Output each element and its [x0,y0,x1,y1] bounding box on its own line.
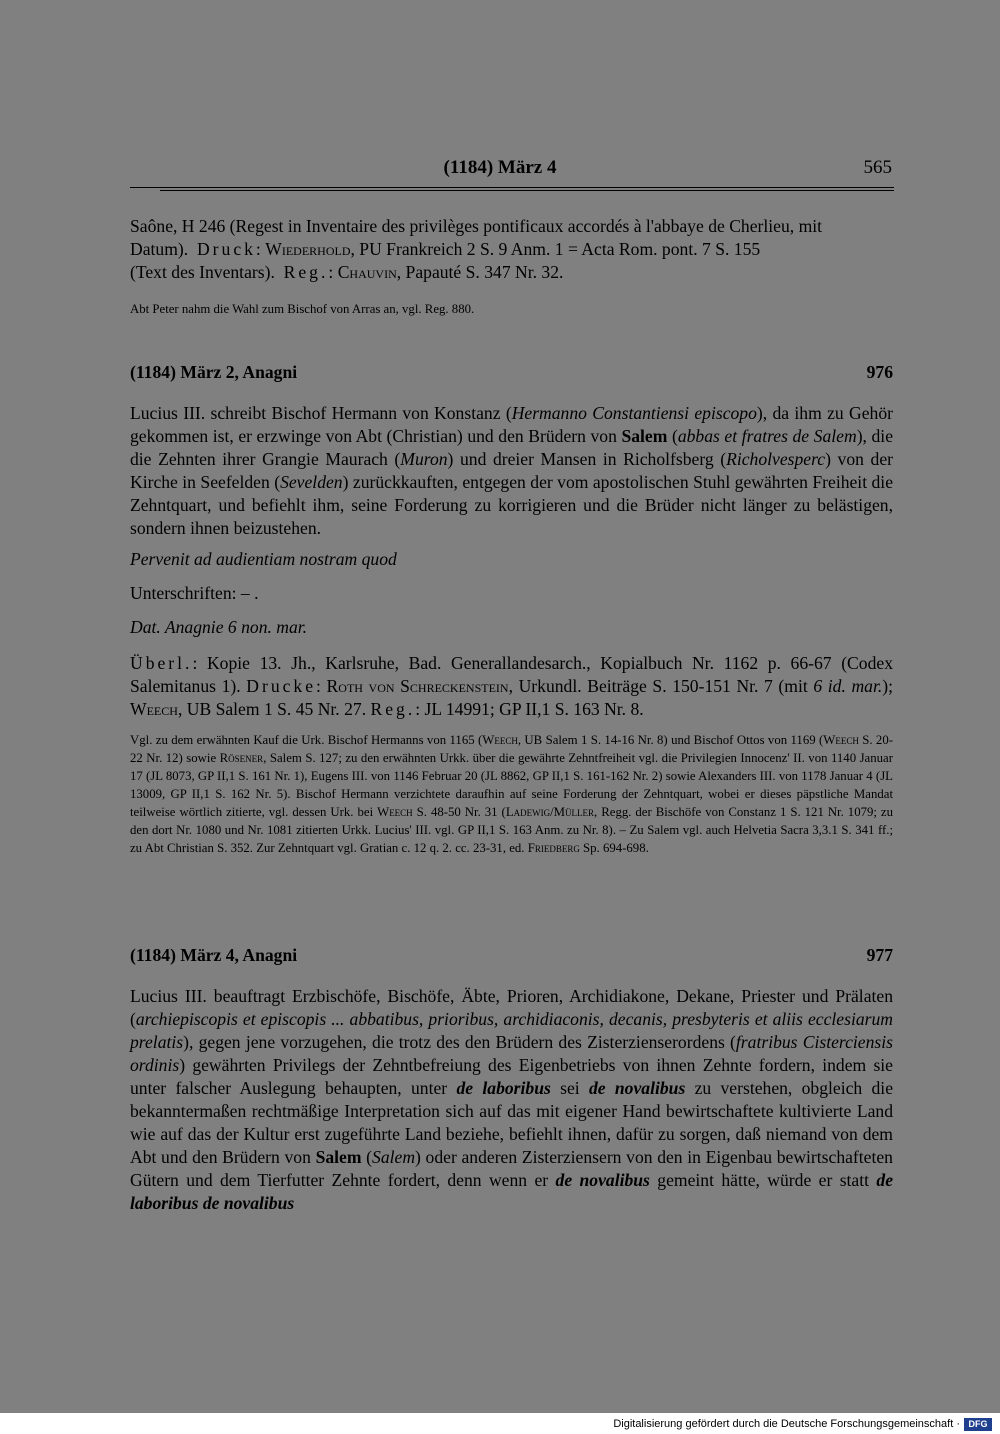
author: Weech [823,733,859,747]
text: zu verstehen, obgleich die bekanntermaßen rechtmäßige Interpretation sich auf das mit eigener Hand bewirtschaftete kultivierte Land wie auf das der Kultur erst zugeführte Land beziehe, befiehlt ihnen, dafür zu sorgen, daß niemand von dem Abt und den Brüdern von [130,1078,894,1167]
text: ) von der Kirche in Seefelden ( [130,449,893,492]
entry-976-regest [130,402,893,540]
entry-date: (1184) März 4, Anagni [130,945,298,965]
text: , Salem S. 127; zu den erwähnten Urkk. über die gewährte Zehntfreiheit vgl. die Privilegien Innocenz' II. von 1140 Januar 17 (JL 8073, GP II,1 S. 161 Nr. 1), Eugens III. von 1146 Februar 20 (JL 8862, GP II,1 S. 161-162 Nr. 2) sowie Alexanders III. von 1178 Januar 4 (JL 13009, GP II,1 S. 162 Nr. 5). Bischof Hermann verzichtete daraufhin auf seine Forderung der Zehntquart, wobei er dieses päpstliche Mandat teilweise wörtlich zitierte, vgl. dessen Urk. bei [130,751,893,819]
author: Rösener [219,751,264,765]
prev-line-1: Saône, H 246 (Regest in Inventaire des privilèges pontificaux accordés à l'abbaye de Cherlieu, mit [130,216,823,236]
text: Datum). [130,239,189,259]
entry-976-dating: Dat. Anagnie 6 non. mar. [130,617,308,637]
text: ) zurückkauften, entgegen der vom apostolischen Stuhl gewährten Freiheit die Zehntquart, und befiehlt ihm, seine Forderung zu korrigieren und die Brüder nicht länger zu belästigen, sondern ihnen beizustehen. [130,472,894,538]
text: ); [882,676,893,696]
text: : [328,262,334,282]
latin: Hermanno Constantiensi episcopo [511,403,757,423]
author: Weech [377,805,413,819]
header-rule-secondary [160,190,894,191]
text: : JL 14991; GP II,1 S. 163 Nr. 8. [415,699,644,719]
prev-line-2 [130,238,893,261]
prev-line-3 [130,261,893,284]
text: ), da ihm zu Gehör gekommen ist, er erzwinge von Abt (Christian) und den Brüdern von [130,403,893,446]
author: Weech [482,733,518,747]
latin: abbas et fratres de Salem [677,426,857,446]
text: Lucius III. schreibt Bischof Hermann von Konstanz ( [130,403,512,423]
latin: Salem [372,1147,416,1167]
label-drucke: Drucke [246,676,317,696]
entry-976-note [130,731,893,857]
latin-emph: de novalibus [588,1078,686,1098]
entry-number: 977 [866,945,893,965]
label-ueberl: Überl. [130,653,193,673]
label-reg: Reg. [370,699,416,719]
latin: archiepiscopis et episcopis ... abbatibus, prioribus, archidiaconis, decanis, presbyteris et aliis ecclesiarum prelatis [130,1009,893,1052]
running-header-title: (1184) März 4 [443,157,557,178]
text: , UB Salem 1 S. 45 Nr. 27. [177,699,371,719]
text: ) und dreier Mansen in Richolfsberg ( [447,449,727,469]
entry-977-heading [130,945,893,966]
previous-entry-note: Abt Peter nahm die Wahl zum Bischof von Arras an, vgl. Reg. 880. [130,302,475,316]
credit-text: Digitalisierung gefördert durch die Deutsche Forschungsgemeinschaft · [613,1418,960,1430]
latin: Richolvesperc [726,449,826,469]
entry-977-regest [130,985,893,1215]
label-reg: Reg. [283,262,329,282]
author: Wiederhold [265,239,351,259]
latin-emph: de laboribus de novalibus [130,1170,894,1213]
place-salem: Salem [621,426,668,446]
text: S. 20-22 Nr. 12) sowie [130,733,893,765]
text: , Urkundl. Beiträge S. 150-151 Nr. 7 (mit [508,676,814,696]
dfg-logo: DFG [964,1418,992,1431]
text: ) oder anderen Zisterziensern von den in Eigenbau bewirtschafteten Gütern und dem Tierfutter Zehnte fordert, denn wenn er [130,1147,893,1190]
latin-emph: de laboribus [456,1078,551,1098]
text: Sp. 694-698. [579,841,649,855]
entry-date: (1184) März 2, Anagni [130,362,298,382]
text: gemeint hätte, würde er statt [649,1170,877,1190]
label-druck: Druck [196,239,256,259]
text: ), die die Zehnten ihrer Grangie Maurach ( [130,426,894,469]
author: Friedberg [527,841,580,855]
author: Roth von Schreckenstein [326,676,509,696]
text: : Kopie 13. Jh., Karlsruhe, Bad. Generallandesarch., Kopialbuch Nr. 1162 p. 66-67 (Codex Salemitanus 1). [130,653,893,696]
text: ( [361,1147,373,1167]
funding-credit-bar [0,1415,1000,1434]
latin: fratribus Cisterciensis ordinis [130,1032,893,1075]
author: Ladewig/Müller [505,805,595,819]
entry-number: 976 [866,362,893,382]
text: , UB Salem 1 S. 14-16 Nr. 8) und Bischof Ottos von 1169 ( [517,733,824,747]
text: ( [667,426,678,446]
latin: Sevelden [280,472,343,492]
latin-emph: de novalibus [555,1170,650,1190]
text: ), gegen jene vorzugehen, die trotz des den Brüdern des Zisterzienserordens ( [183,1032,736,1052]
text: , Papauté S. 347 Nr. 32. [396,262,564,282]
text: (Text des Inventars). [130,262,275,282]
place-salem: Salem [315,1147,362,1167]
author: Chauvin [337,262,397,282]
text: : [316,676,327,696]
entry-976-subscriptions: Unterschriften: – . [130,583,259,603]
author: Weech [130,699,178,719]
header-rule [130,187,894,188]
text: , Regg. der Bischöfe von Constanz 1 S. 121 Nr. 1079; zu den dort Nr. 1080 und Nr. 1081 zitierten Urkk. Lucius' III. vgl. GP II,1 S. 163 Anm. zu Nr. 8). – Zu Salem vgl. auch Helvetia Sacra 3,3.1 S. 341 ff.; zu Abt Christian S. 352. Zur Zehntquart vgl. Gratian c. 12 q. 2. cc. 23-31, ed. [130,805,893,855]
text: Vgl. zu dem erwähnten Kauf die Urk. Bischof Hermanns von 1165 ( [130,733,483,747]
entry-976-heading [130,362,893,383]
page-number: 565 [863,157,892,178]
text: sei [550,1078,589,1098]
entry-976-incipit: Pervenit ad audientiam nostram quod [130,549,397,569]
previous-entry-text [130,215,893,284]
text: , PU Frankreich 2 S. 9 Anm. 1 = Acta Rom. pont. 7 S. 155 [350,239,761,259]
latin: Muron [400,449,448,469]
text: S. 48-50 Nr. 31 ( [412,805,506,819]
text: : [255,239,261,259]
entry-976-tradition [130,652,893,721]
latin: 6 id. mar. [813,676,883,696]
text: ) gewährten Privilegs der Zehntbefreiung des Eigenbetriebs von ihnen Zehnte fordern, indem sie unter falscher Auslegung behaupten, unter [130,1055,893,1098]
text: Lucius III. beauftragt Erzbischöfe, Bischöfe, Äbte, Prioren, Archidiakone, Dekane, Priester und Prälaten ( [130,986,893,1029]
